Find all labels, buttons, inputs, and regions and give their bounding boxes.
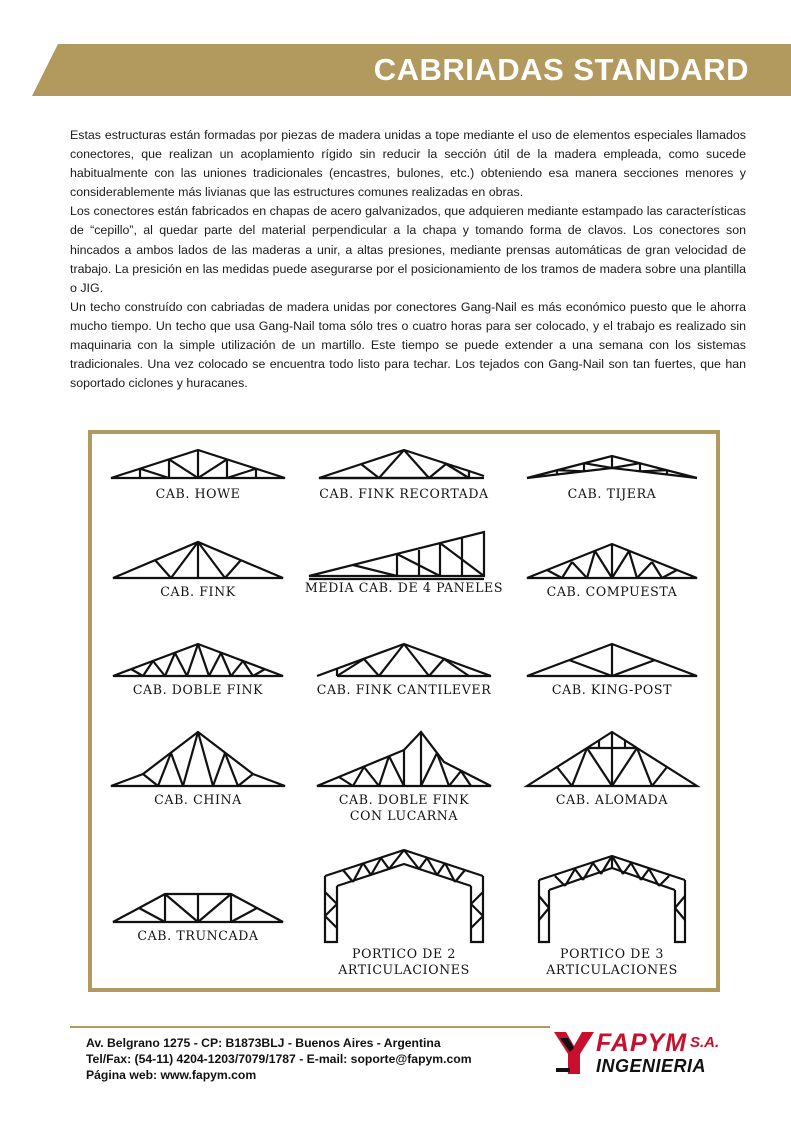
truss-caption: MEDIA CAB. DE 4 PANELES (304, 580, 504, 595)
truss-caption: PORTICO DE 3 (560, 946, 664, 961)
footer-divider (70, 1026, 550, 1028)
fink-truss-drawing (103, 534, 293, 584)
doble-fink-lucarna-drawing (309, 726, 499, 792)
king-post-drawing (517, 636, 707, 682)
fink-recortada-drawing (309, 442, 499, 486)
footer-address: Av. Belgrano 1275 - CP: B1873BLJ - Buenos Aires - Argentina (86, 1036, 441, 1050)
footer-contact-block (86, 1035, 472, 1083)
truss-caption-line2: ARTICULACIONES (546, 962, 678, 977)
compuesta-truss-drawing (517, 534, 707, 584)
truss-caption: CAB. TIJERA (567, 486, 657, 501)
truss-caption: CAB. KING-POST (551, 682, 673, 697)
alomada-truss-drawing (517, 726, 707, 792)
logo-suffix: S.A. (690, 1034, 720, 1051)
truss-caption: CAB. CHINA (154, 792, 242, 807)
truss-doble-fink-lucarna (304, 726, 504, 824)
howe-truss-drawing (103, 442, 293, 486)
truss-caption: CAB. DOBLE FINK (338, 792, 470, 807)
paragraph: Un techo construído con cabriadas de madera unidas por conectores Gang-Nail es más económico puesto que le ahorra mucho tiempo. Un techo que usa Gang-Nail toma sólo tres o cuatro horas para ser colocado, y el trabajo es realizado sin maquinaria con la simple utilización de un martillo. Este tiempo se puede extender a una semana con los sistemas tradicionales. Una vez colocado se encuentra todo listo para techar. Los tejados con Gang-Nail son tan fuertes, que han soportado ciclones y huracanes. (70, 299, 746, 391)
truncada-truss-drawing (103, 882, 293, 928)
truss-caption: CAB. DOBLE FINK (132, 682, 264, 697)
truss-caption-line2: CON LUCARNA (349, 808, 459, 823)
truss-caption: CAB. TRUNCADA (137, 928, 259, 943)
logo-name: FAPYM (596, 1029, 688, 1057)
truss-china (98, 726, 298, 808)
truss-king-post (512, 636, 712, 698)
truss-howe (98, 442, 298, 502)
truss-caption: PORTICO DE 2 (352, 946, 456, 961)
footer-web: Página web: www.fapym.com (86, 1068, 257, 1082)
portico-2-articulaciones (304, 842, 504, 978)
truss-truncada (98, 882, 298, 944)
truss-fink (98, 534, 298, 600)
truss-caption: CAB. FINK RECORTADA (319, 486, 489, 501)
tijera-truss-drawing (517, 442, 707, 486)
truss-caption: CAB. COMPUESTA (546, 584, 678, 599)
paragraph: Estas estructuras están formadas por piezas de madera unidas a tope mediante el uso de elementos especiales llamados conectores, que realizan un acoplamiento rígido sin reducir la sección útil de la madera empleada, como sucede habitualmente con las uniones tradicionales (encastres, bulones, etc.) obteniendo esa manera secciones menores y considerablemente más livianas que las estructures comunes realizadas en obras. (70, 128, 746, 200)
china-truss-drawing (103, 726, 293, 792)
fapym-logo (552, 1028, 742, 1080)
truss-caption-line2: ARTICULACIONES (338, 962, 470, 977)
doble-fink-drawing (103, 636, 293, 682)
truss-caption: CAB. FINK (160, 584, 236, 599)
footer-contact: Tel/Fax: (54-11) 4204-1203/7079/1787 - E-mail: soporte@fapym.com (86, 1052, 472, 1066)
portico-3-drawing (517, 850, 707, 946)
fapym-emblem-icon (552, 1028, 596, 1078)
fink-cantilever-drawing (309, 636, 499, 682)
body-text (70, 126, 746, 393)
portico-2-drawing (309, 842, 499, 946)
truss-media-4-paneles (297, 526, 511, 596)
paragraph: Los conectores están fabricados en chapas de acero galvanizados, que adquieren mediante estampado las características de “cepillo”, al quedar parte del material perpendicular a la chapa y tomando forma de clavos. Los conectores son hincados a ambos lados de las maderas a unir, a altas presiones, mediante prensas automáticas de gran velocidad de trabajo. La presición en las medidas puede asegurarse por el posicionamiento de los tramos de madera sobre una plantilla o JIG. (70, 204, 746, 295)
truss-caption: CAB. ALOMADA (555, 792, 669, 807)
truss-compuesta (512, 534, 712, 600)
portico-3-articulaciones (512, 850, 712, 978)
truss-caption: CAB. HOWE (155, 486, 241, 501)
truss-fink-recortada (304, 442, 504, 502)
media-cabriada-drawing (299, 526, 509, 584)
truss-fink-cantilever (304, 636, 504, 698)
logo-subtitle: INGENIERIA (596, 1056, 707, 1076)
truss-tijera (512, 442, 712, 502)
truss-alomada (512, 726, 712, 808)
truss-catalog-frame (88, 430, 720, 992)
page-title: CABRIADAS STANDARD (373, 52, 749, 87)
truss-doble-fink (98, 636, 298, 698)
truss-caption: CAB. FINK CANTILEVER (316, 682, 492, 697)
